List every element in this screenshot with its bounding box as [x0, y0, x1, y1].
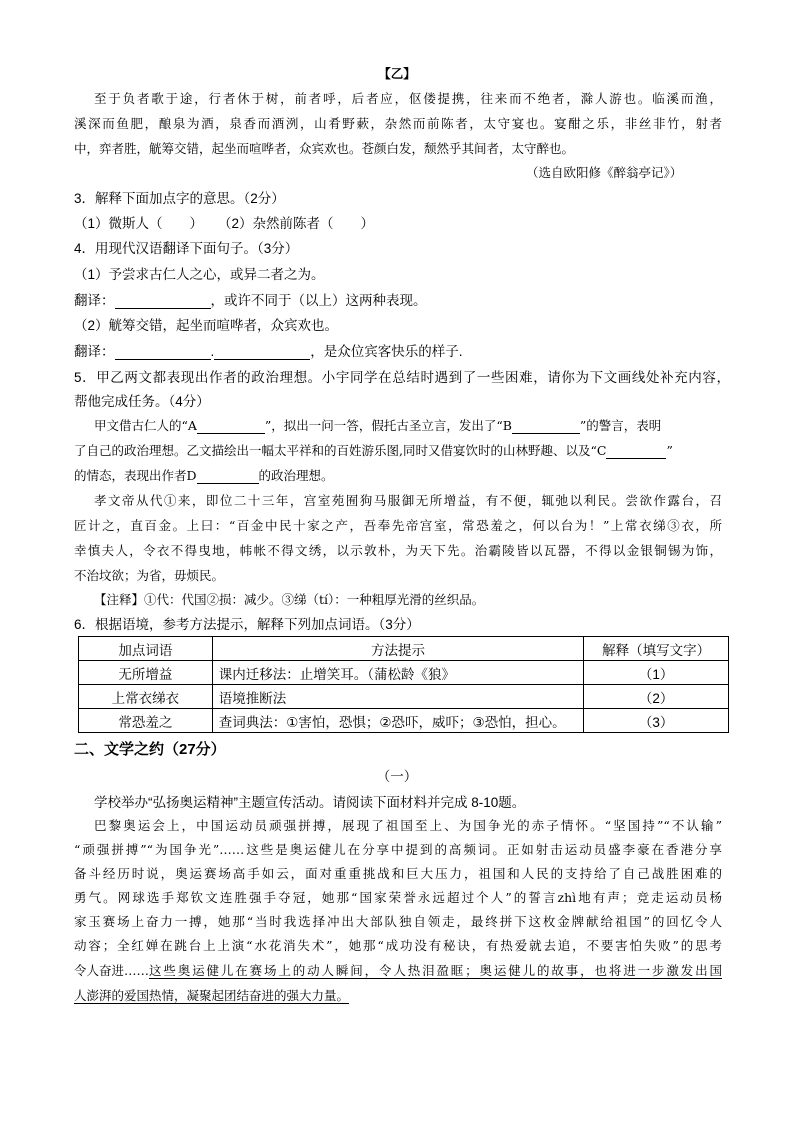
header-cell: 方法提示	[212, 637, 583, 661]
q5-text: ”，拟出一问一答，假托古圣立言，发出了“B	[264, 418, 512, 433]
blank-b[interactable]	[512, 419, 580, 434]
section-subheading: （一）	[376, 769, 418, 784]
q3-item-2: （2）杂然前陈者（ ）	[218, 216, 375, 231]
q4-sentence-1: （1）予尝求古仁人之心，或异二者之为。	[74, 267, 325, 282]
q5-stem-line-1: 5．甲乙两文都表现出作者的政治理想。小宇同学在总结时遇到了一些困难，请你为下文画线处补充内容，	[74, 370, 730, 385]
table-row	[79, 685, 729, 709]
underlined-sentence: 这些奥运健儿在赛场上的动人瞬间，令人热泪盈眶；奥运健儿的故事，也将进一步激发出国	[149, 963, 722, 978]
answer-blank[interactable]	[115, 345, 211, 360]
header-cell: 解释（填写文字）	[584, 637, 729, 661]
q5-text: ”	[666, 443, 673, 458]
translation-rest: ，是众位宾客快乐的样子.	[310, 344, 463, 359]
table-header-row	[79, 637, 729, 661]
passage-c-line-2: 匠计之，直百金。上曰：“百金中民十家之产，吾奉先帝宫室，常恐羞之，何以台为！”上常衣绨③衣，所	[74, 518, 722, 533]
table-cell: 无所增益	[79, 661, 213, 685]
section-intro: 学校举办“弘扬奥运精神”主题宣传活动。请阅读下面材料并完成 8-10题。	[94, 795, 526, 810]
table-cell: 上常衣绨衣	[79, 685, 213, 709]
table-cell: 常恐羞之	[79, 709, 213, 733]
q5-text: ”的警言，表明	[579, 418, 662, 433]
q4-sentence-2: （2）觥筹交错，起坐而喧哗者，众宾欢也。	[74, 318, 339, 333]
passage-b-line-2: 溪深而鱼肥，酿泉为酒，泉香而酒洌，山肴野蔌，杂然而前陈者，太守宴也。宴酣之乐，非丝非竹，射者	[74, 116, 722, 131]
header-cell: 加点词语	[79, 637, 213, 661]
material-text: 令人奋进……	[74, 963, 150, 978]
material-line-6: 动容；全红婵在跳台上上演“水花消失术”，她那“成功没有秘诀，有热爱就去追，不要害怕失败”的思考	[74, 938, 722, 953]
passage-c-note: 【注释】①代：代国②损：减少。③绨（tí）：一种粗厚光滑的丝织品。	[94, 592, 485, 607]
passage-c-line-3: 幸慎夫人，令衣不得曳地，帏帐不得文绣，以示敦朴，为天下先。治霸陵皆以瓦器，不得以金银铜锡为饰，	[74, 543, 722, 558]
blank-c[interactable]	[606, 444, 666, 459]
blank-d[interactable]	[197, 469, 259, 484]
passage-b-title: 【乙】	[378, 66, 416, 81]
q5-paragraph-line-1	[94, 416, 661, 434]
passage-b-line-1: 至于负者歌于途，行者休于树，前者呼，后者应，伛偻提携，往来而不绝者，滁人游也。临溪而渔，	[94, 91, 722, 106]
q6-table	[78, 636, 729, 733]
material-line-2: “顽强拼搏”“为国争光”……这些是奥运健儿在分享中提到的高频词。正如射击运动员盛李豪在香港分享	[74, 842, 722, 857]
answer-cell[interactable]: （1）	[584, 661, 729, 685]
translation-rest: ，或许不同于（以上）这两种表现。	[210, 293, 427, 308]
q5-stem-line-2: 帮他完成任务。（4分）	[74, 394, 210, 409]
q4-stem: 4．用现代汉语翻译下面句子。（3分）	[74, 241, 299, 256]
material-line-7	[74, 961, 722, 979]
q5-text: 了自己的政治理想。乙文描绘出一幅太平祥和的百姓游乐图,同时又借宴饮时的山林野趣、以及“C	[74, 443, 607, 458]
material-line-4: 勇气。网球选手郑钦文连胜强手夺冠，她那“国家荣誉永远超过个人”的誓言zhì地有声；竞走运动员杨	[74, 890, 722, 905]
q5-paragraph-line-2	[74, 441, 673, 459]
passage-b-line-3: 中，弈者胜，觥筹交错，起坐而喧哗者，众宾欢也。苍颜白发，颓然乎其间者，太守醉也。	[74, 141, 575, 156]
q4-translation-1	[74, 289, 427, 309]
passage-b-source: （选自欧阳修《醉翁亭记》）	[526, 165, 683, 180]
section-heading: 二、文学之约（27分）	[74, 741, 226, 758]
answer-blank[interactable]	[214, 345, 310, 360]
q6-stem: 6．根据语境，参考方法提示，解释下列加点词语。（3分）	[74, 617, 420, 632]
q4-translation-2	[74, 340, 463, 360]
table-cell: 课内迁移法：止增笑耳。（蒲松龄《狼》	[212, 661, 583, 685]
table-row	[79, 661, 729, 685]
q3-item-1: （1）微斯人（ ）	[74, 216, 204, 231]
material-line-8: 人澎湃的爱国热情，凝聚起团结奋进的强大力量。	[74, 988, 350, 1003]
q5-paragraph-line-3	[74, 466, 334, 484]
answer-blank[interactable]	[115, 294, 211, 309]
q5-text: 甲文借古仁人的“A	[94, 418, 197, 433]
material-line-3: 备斗经历时说，奥运赛场高手如云，面对重重挑战和巨大压力，祖国和人民的支持给了自己战胜困难的	[74, 866, 722, 881]
q5-text: 的政治理想。	[258, 468, 334, 483]
table-cell: 查词典法：①害怕，恐惧；②恐吓，威吓；③恐怕，担心。	[212, 709, 583, 733]
q5-text: 的情态，表现出作者D	[74, 468, 197, 483]
material-line-5: 家玉赛场上奋力一搏，她那“当时我选择冲出大部队独自领走，最终拼下这枚金牌献给祖国”的回忆令人	[74, 914, 722, 929]
passage-c-line-4: 不治坟欲；为省，毋烦民。	[74, 568, 225, 583]
answer-cell[interactable]: （3）	[584, 709, 729, 733]
table-row	[79, 709, 729, 733]
blank-a[interactable]	[197, 419, 265, 434]
table-cell: 语境推断法	[212, 685, 583, 709]
material-line-1: 巴黎奥运会上，中国运动员顽强拼搏，展现了祖国至上、为国争光的赤子情怀。“坚国持”“不认输”	[94, 818, 722, 833]
translation-label: 翻译：	[74, 344, 115, 359]
q3-stem: 3．解释下面加点字的意思。（2分）	[74, 191, 285, 206]
passage-c-line-1: 孝文帝从代①来，即位二十三年，宫室苑囿狗马服御无所增益，有不便，辄弛以利民。尝欲作露台，召	[94, 493, 722, 508]
translation-label: 翻译：	[74, 293, 115, 308]
answer-cell[interactable]: （2）	[584, 685, 729, 709]
translation-separator: .	[210, 344, 215, 359]
